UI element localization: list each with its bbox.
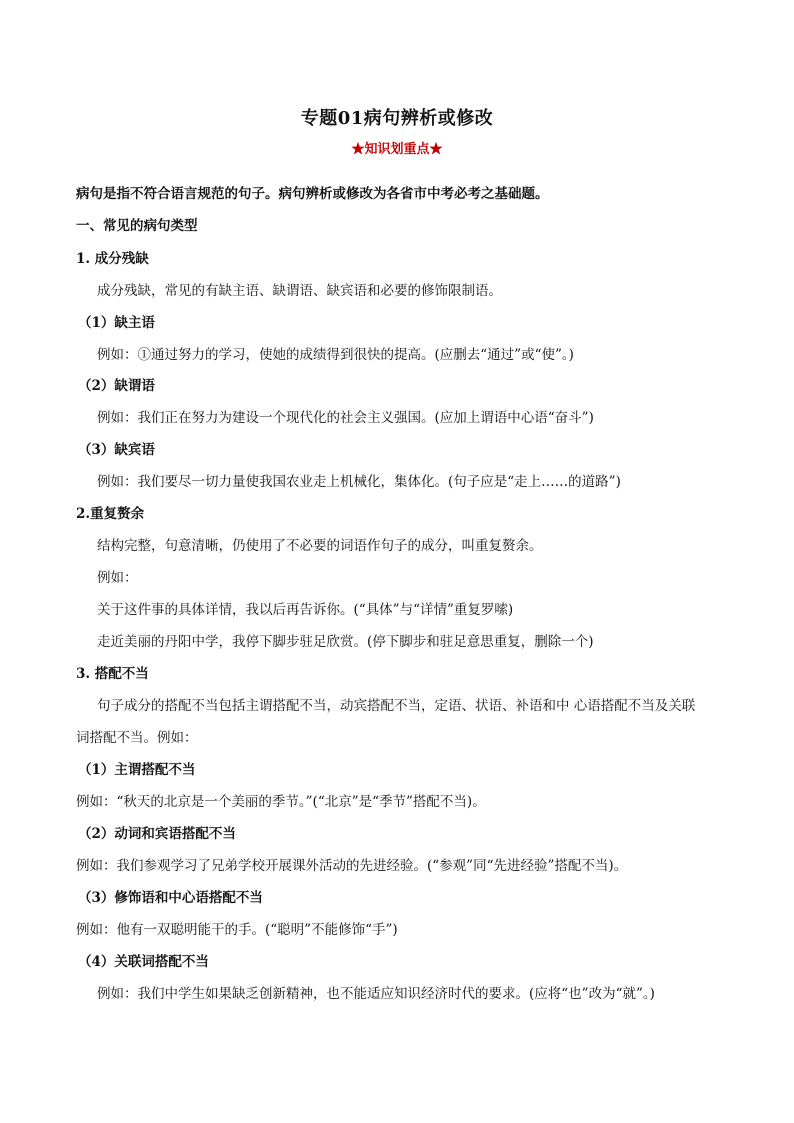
example-line: 例如：我们要尽一切力量使我国农业走上机械化，集体化。(句子应是“走上……的道路”) [97, 474, 621, 490]
example-line: 走近美丽的丹阳中学，我停下脚步驻足欣赏。(停下脚步和驻足意思重复，删除一个) [97, 634, 594, 650]
example-line: 例如：我们正在努力为建设一个现代化的社会主义强国。(应加上谓语中心语“奋斗”) [97, 410, 594, 426]
page-title: 专题01病句辨析或修改 [300, 108, 494, 129]
item-heading: （3）缺宾语 [78, 442, 155, 458]
section-heading: 一、常见的病句类型 [76, 218, 198, 234]
item-heading: （1）缺主语 [78, 315, 155, 331]
subsection-heading: 2.重复赘余 [76, 506, 145, 522]
paragraph: 成分残缺，常见的有缺主语、缺谓语、缺宾语和必要的修饰限制语。 [97, 283, 502, 299]
example-line: 例如：我们中学生如果缺乏创新精神，也不能适应知识经济时代的要求。(应将“也”改为“就”。) [97, 986, 655, 1002]
paragraph: 句子成分的搭配不当包括主谓搭配不当，动宾搭配不当，定语、状语、补语和中 心语搭配不当及关联 [97, 698, 696, 714]
example-label: 例如： [97, 570, 138, 586]
example-line: 例如：“秋天的北京是一个美丽的季节。”(“北京”是“季节”搭配不当)。 [76, 794, 486, 810]
item-heading: （1）主谓搭配不当 [78, 762, 196, 778]
item-heading: （3）修饰语和中心语搭配不当 [78, 890, 263, 906]
subsection-heading: 1. 成分残缺 [76, 251, 149, 267]
example-line: 例如：①通过努力的学习，使她的成绩得到很快的提高。(应删去“通过”或“使”。) [97, 347, 574, 363]
example-line: 例如：他有一双聪明能干的手。(“聪明”不能修饰“手”) [76, 922, 398, 938]
page-subtitle: ★知识划重点★ [351, 142, 443, 157]
paragraph-continuation: 词搭配不当。例如： [76, 730, 198, 746]
intro-paragraph: 病句是指不符合语言规范的句子。病句辨析或修改为各省市中考必考之基础题。 [76, 186, 549, 202]
subsection-heading: 3. 搭配不当 [76, 666, 149, 682]
item-heading: （4）关联词搭配不当 [78, 954, 209, 970]
example-line: 关于这件事的具体详情，我以后再告诉你。(“具体”与“详情”重复罗嗦) [97, 602, 514, 618]
example-line: 例如：我们参观学习了兄弟学校开展课外活动的先进经验。(“参观”同“先进经验”搭配不当)。 [76, 858, 628, 874]
paragraph: 结构完整，句意清晰，仍使用了不必要的词语作句子的成分，叫重复赘余。 [97, 538, 543, 554]
item-heading: （2）缺谓语 [78, 378, 155, 394]
item-heading: （2）动词和宾语搭配不当 [78, 826, 236, 842]
